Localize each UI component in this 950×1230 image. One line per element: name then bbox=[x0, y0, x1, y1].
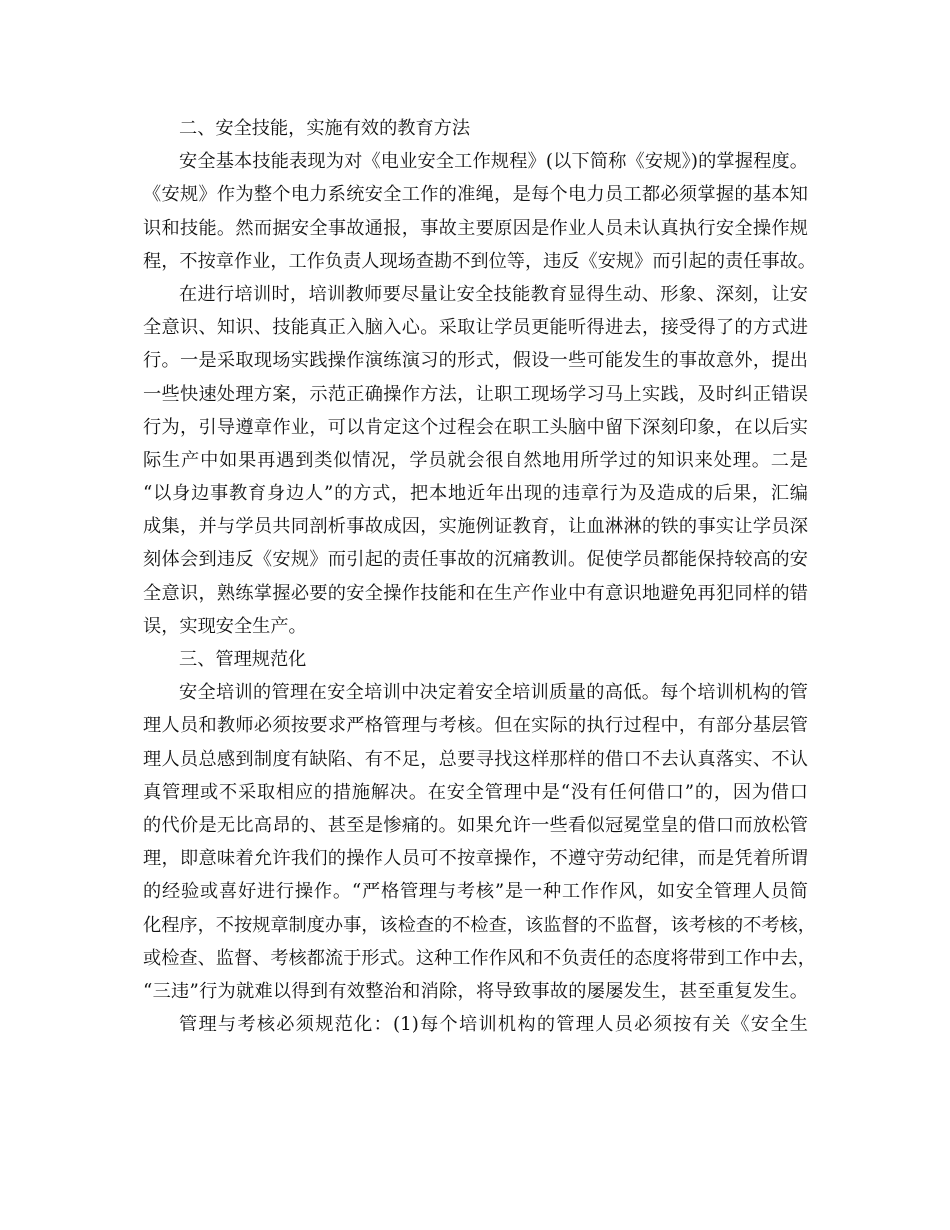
document-page bbox=[143, 112, 816, 1041]
text-line: “三违”行为就难以得到有效整治和消除，将导致事故的屡屡发生，甚至重复发生。 bbox=[143, 980, 808, 1002]
paragraph-training-methods bbox=[143, 278, 808, 643]
text-line: 《安规》作为整个电力系统安全工作的准绳，是每个电力员工都必须掌握的基本知 bbox=[143, 184, 808, 206]
text-line: “以身边事教育身边人”的方式，把本地近年出现的违章行为及造成的后果，汇编 bbox=[143, 483, 808, 505]
paragraph-management bbox=[143, 676, 816, 1008]
text-line: 行。一是采取现场实践操作演练演习的形式，假设一些可能发生的事故意外，提出 bbox=[143, 350, 808, 372]
text-line: 安全基本技能表现为对《电业安全工作规程》(以下简称《安规》)的掌握程度。 bbox=[179, 151, 808, 173]
text-line: 理人员和教师必须按要求严格管理与考核。但在实际的执行过程中，有部分基层管 bbox=[143, 715, 808, 737]
text-line: 的代价是无比高昂的、甚至是惨痛的。如果允许一些看似冠冕堂皇的借口而放松管 bbox=[143, 814, 808, 836]
text-line: 化程序，不按规章制度办事，该检查的不检查，该监督的不监督，该考核的不考核， bbox=[143, 914, 816, 936]
text-line: 行为，引导遵章作业，可以肯定这个过程会在职工头脑中留下深刻印象，在以后实 bbox=[143, 416, 808, 438]
text-line: 全意识、知识、技能真正入脑入心。采取让学员更能听得进去，接受得了的方式进 bbox=[143, 317, 808, 339]
text-line: 程，不按章作业，工作负责人现场查勘不到位等，违反《安规》而引起的责任事故。 bbox=[143, 250, 816, 272]
text-line: 理人员总感到制度有缺陷、有不足，总要寻找这样那样的借口不去认真落实、不认 bbox=[143, 748, 808, 770]
section-heading-3: 三、管理规范化 bbox=[179, 649, 307, 670]
text-line: 真管理或不采取相应的措施解决。在安全管理中是“没有任何借口”的，因为借口 bbox=[143, 781, 808, 803]
text-line: 管理与考核必须规范化：(1)每个培训机构的管理人员必须按有关《安全生 bbox=[179, 1014, 808, 1036]
text-line: 或检查、监督、考核都流于形式。这种工作作风和不负责任的态度将带到工作中去， bbox=[143, 947, 816, 969]
section-heading-2: 二、安全技能，实施有效的教育方法 bbox=[179, 118, 471, 139]
text-line: 误，实现安全生产。 bbox=[143, 615, 307, 637]
text-line: 际生产中如果再遇到类似情况，学员就会很自然地用所学过的知识来处理。二是 bbox=[143, 449, 808, 471]
text-line: 一些快速处理方案，示范正确操作方法，让职工现场学习马上实践，及时纠正错误 bbox=[143, 383, 808, 405]
text-line: 理，即意味着允许我们的操作人员可不按章操作，不遵守劳动纪律，而是凭着所谓 bbox=[143, 848, 808, 870]
paragraph-standardization bbox=[143, 1008, 808, 1041]
paragraph-safety-skills bbox=[143, 145, 816, 278]
text-line: 刻体会到违反《安规》而引起的责任事故的沉痛教训。促使学员都能保持较高的安 bbox=[143, 549, 808, 571]
text-line: 全意识，熟练掌握必要的安全操作技能和在生产作业中有意识地避免再犯同样的错 bbox=[143, 582, 808, 604]
text-line: 的经验或喜好进行操作。“严格管理与考核”是一种工作作风，如安全管理人员简 bbox=[143, 881, 808, 903]
text-line: 识和技能。然而据安全事故通报，事故主要原因是作业人员未认真执行安全操作规 bbox=[143, 217, 808, 239]
text-line: 成集，并与学员共同剖析事故成因，实施例证教育，让血淋淋的铁的事实让学员深 bbox=[143, 516, 808, 538]
text-line: 安全培训的管理在安全培训中决定着安全培训质量的高低。每个培训机构的管 bbox=[179, 682, 808, 704]
text-line: 在进行培训时，培训教师要尽量让安全技能教育显得生动、形象、深刻，让安 bbox=[179, 283, 808, 305]
